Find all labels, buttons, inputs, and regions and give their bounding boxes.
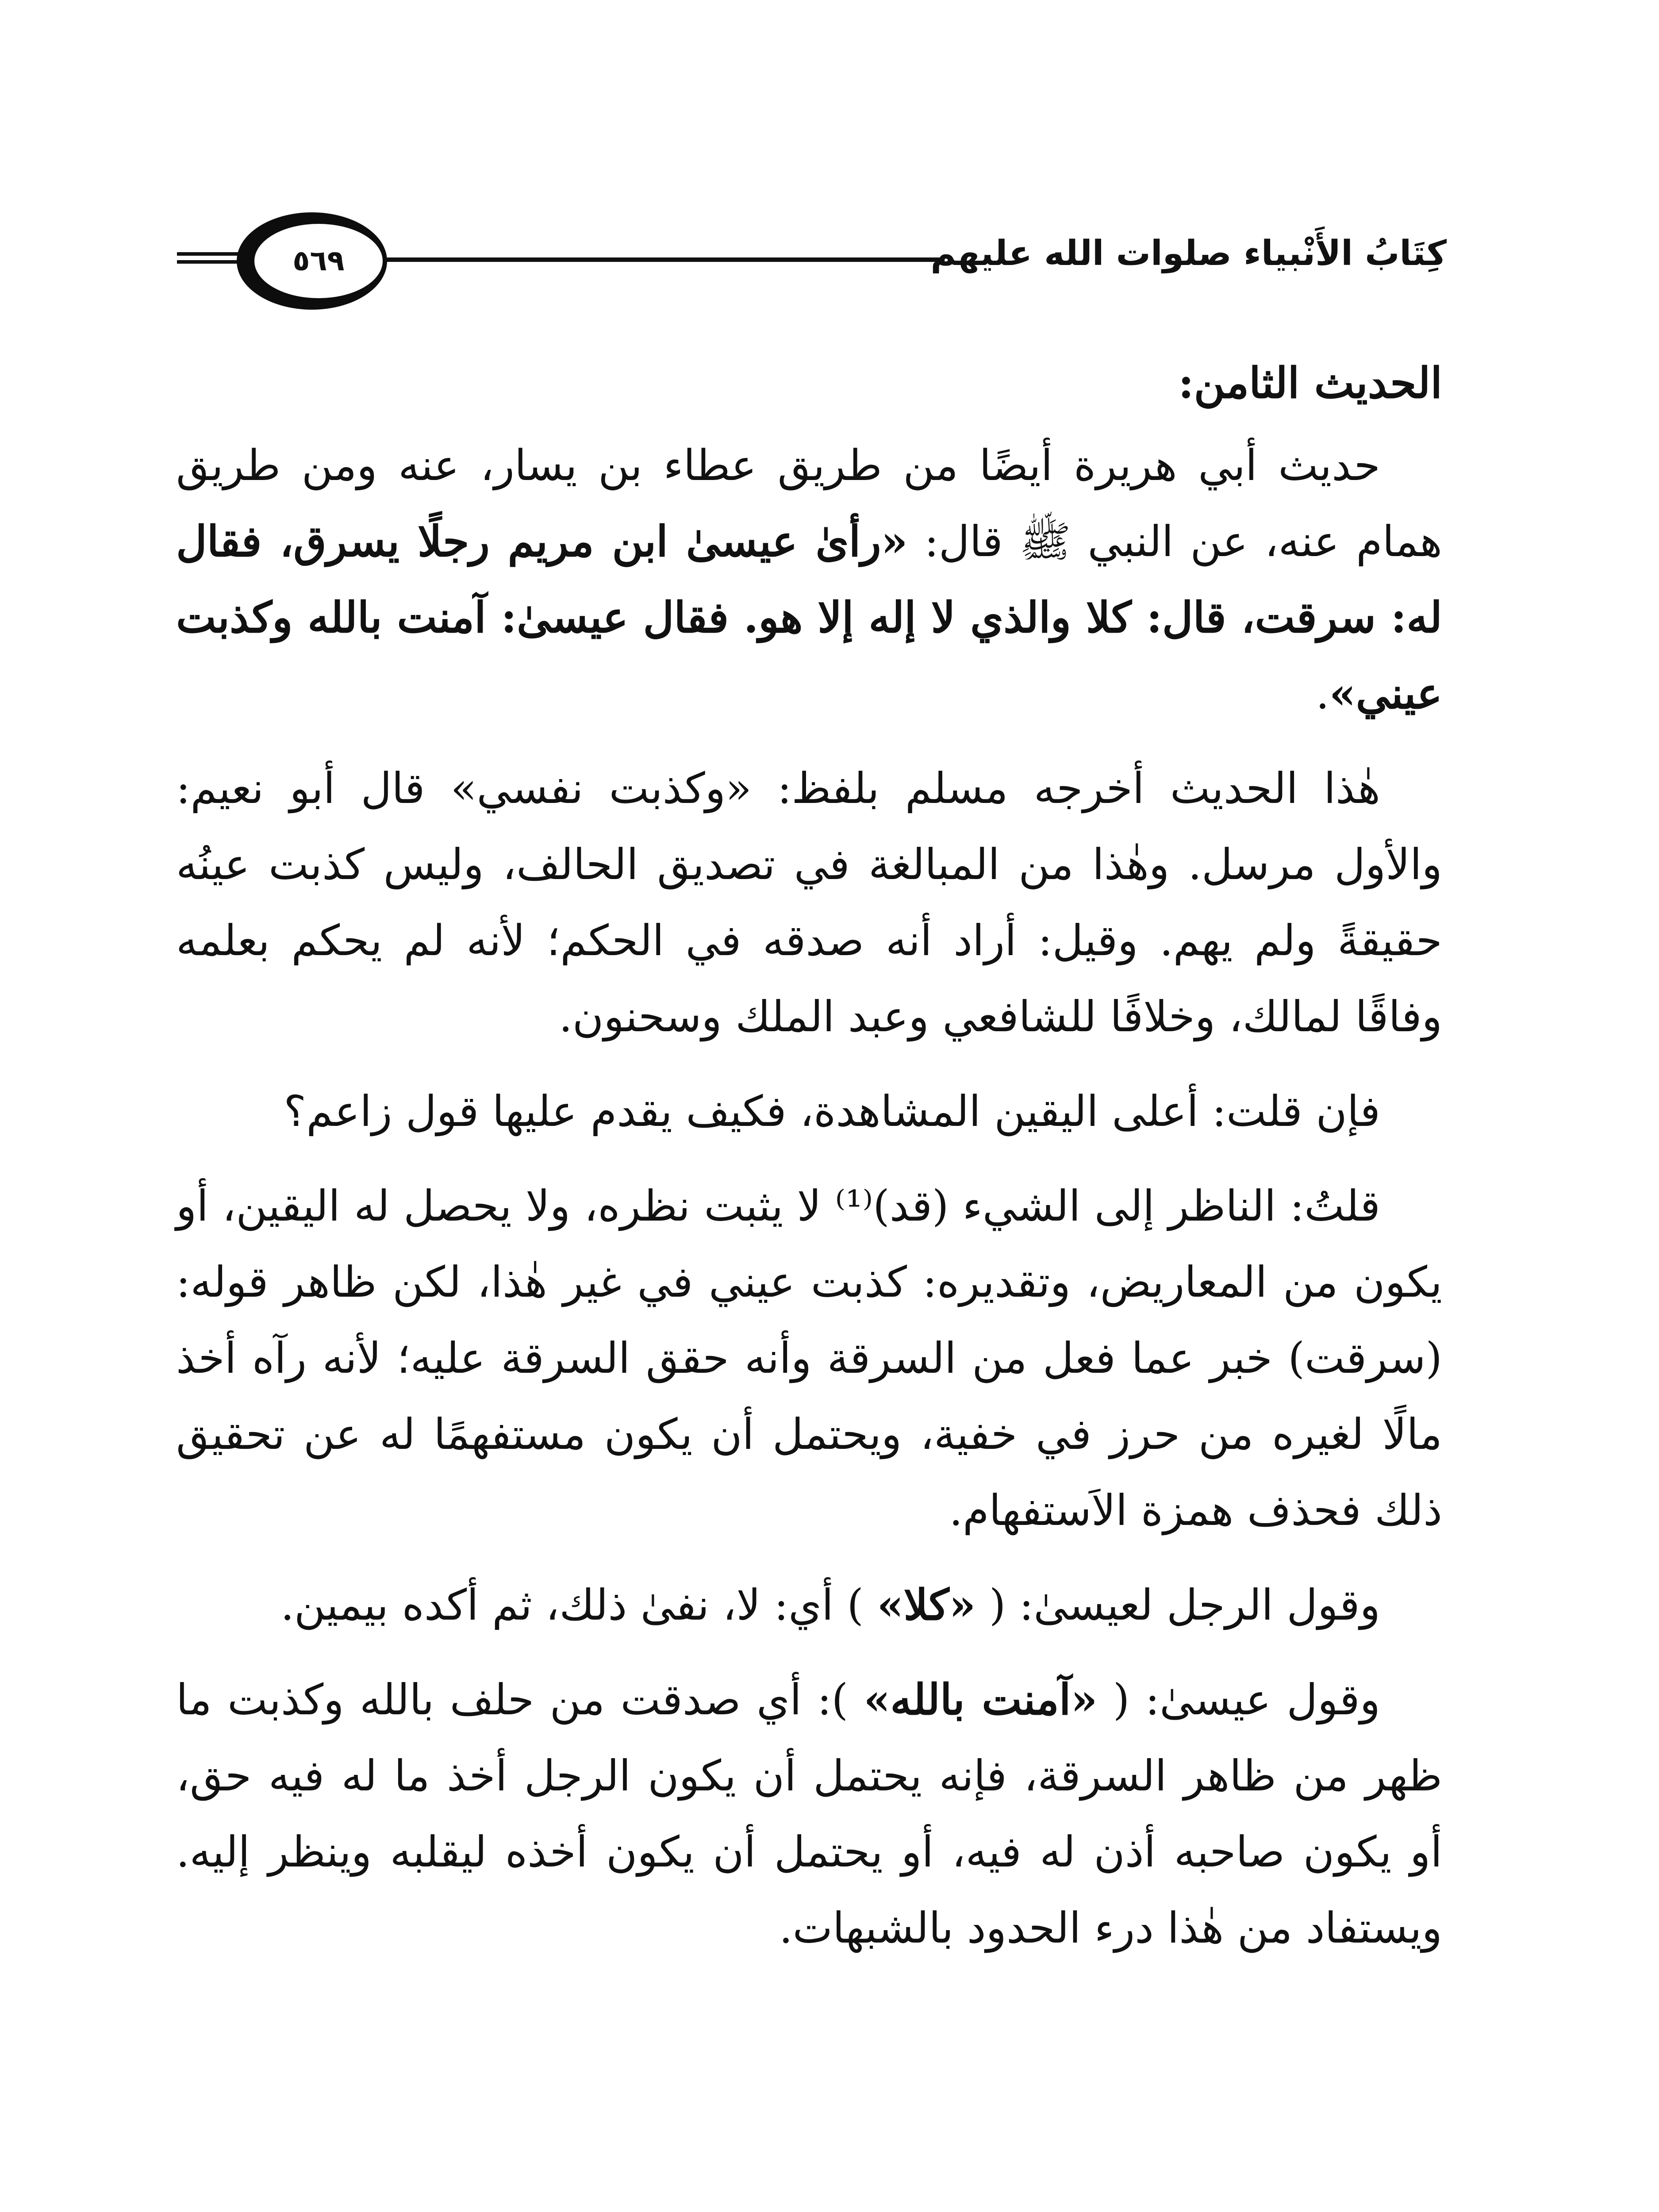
paragraph-hadith-end: . — [1316, 669, 1329, 718]
quote-amantu: «آمنت بالله» — [864, 1674, 1098, 1724]
paragraph-answer: قلتُ: الناظر إلى الشيء (قد)⁽¹⁾ لا يثبت نظره، ولا يحصل له اليقين، أو يكون من المعاريض، وتقديره: كذبت عيني في غير هٰذا، لكن ظاهر قوله: (سرقت) خبر عما فعل من السرقة وأنه حقق السرقة عليه؛ لأنه رآه أخذ مالًا لغيره من حرز في خفية، ويحتمل أن يكون مستفهمًا له عن تحقيق ذلك فحذف همزة الاَستفهام. — [176, 1181, 1442, 1535]
paragraph-hadith — [176, 427, 1442, 732]
header-rule-middle — [385, 257, 942, 262]
header-rule-left — [177, 252, 243, 264]
paragraph-hadith-intro: حديث أبي هريرة أيضًا من طريق عطاء بن يسار، عنه ومن طريق همام عنه، عن النبي ﷺ قال: — [176, 441, 1443, 566]
paragraph-man-saying — [176, 1567, 1442, 1643]
paragraph-question: فإن قلت: أعلى اليقين المشاهدة، فكيف يقدم عليها قول زاعم؟ — [284, 1087, 1380, 1136]
running-header-title: كِتَابُ الأَنْبياء صلوات الله عليهم — [930, 234, 1447, 273]
hadith-quote: «رأىٰ عيسىٰ ابن مريم رجلًا يسرق، فقال له: سرقت، قال: كلا والذي لا إله إلا هو. فقال عيسىٰ: آمنت بالله وكذبت عيني» — [176, 516, 1442, 718]
page-number: ٥٦٩ — [292, 245, 345, 277]
running-header — [177, 208, 1447, 314]
paragraph-man-saying-pre: وقول الرجل لعيسىٰ: ( — [975, 1580, 1380, 1630]
paragraph-commentary: هٰذا الحديث أخرجه مسلم بلفظ: «وكذبت نفسي» قال أبو نعيم: والأول مرسل. وهٰذا من المبالغة في تصديق الحالف، وليس كذبت عينُه حقيقةً ولم يهم. وقيل: أراد أنه صدقه في الحكم؛ لأنه لم يحكم بعلمه وفاقًا لمالك، وخلافًا للشافعي وعبد الملك وسحنون. — [176, 764, 1442, 1041]
quote-kalla: «كلا» — [877, 1580, 976, 1630]
main-text — [176, 345, 1442, 1966]
paragraph-isa-saying — [176, 1662, 1442, 1966]
paragraph-isa-saying-post: ): أي صدقت من حلف بالله وكذبت ما ظهر من ظاهر السرقة، فإنه يحتمل أن يكون الرجل أخذ ما له فيه حق، أو يكون صاحبه أذن له فيه، أو يحتمل أن يكون أخذه ليقلبه وينظر إليه. ويستفاد من هٰذا درء الحدود بالشبهات. — [176, 1675, 1443, 1953]
paragraph-isa-saying-pre: وقول عيسىٰ: ( — [1097, 1675, 1381, 1724]
paragraph-man-saying-post: ) أي: لا، نفىٰ ذلك، ثم أكده بيمين. — [280, 1580, 877, 1630]
section-heading: الحديث الثامن: — [1178, 358, 1442, 408]
